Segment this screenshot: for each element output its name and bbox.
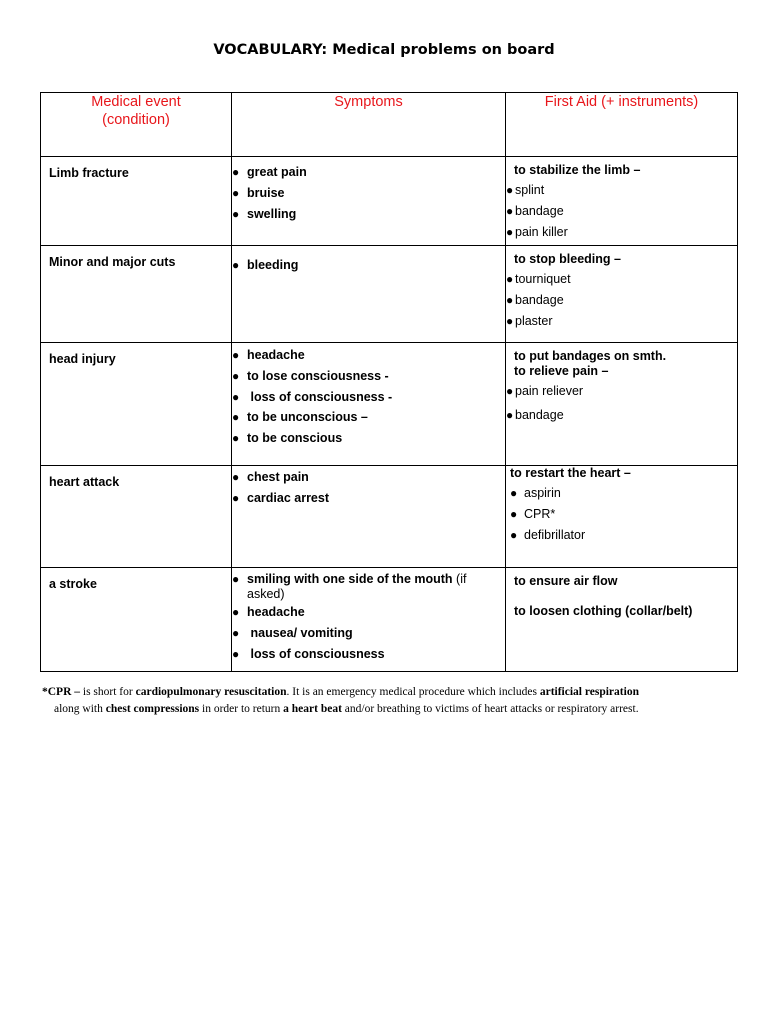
- bullet-icon: ●: [506, 384, 514, 398]
- aid-item: ● bandage: [506, 204, 564, 218]
- symptom-note: (if asked): [247, 572, 467, 601]
- event-cell: heart attack: [41, 466, 232, 568]
- symptom-item: ● headache: [232, 348, 305, 362]
- bullet-icon: ●: [232, 605, 240, 619]
- event-cell: a stroke: [41, 568, 232, 672]
- aid-item: ● defibrillator: [510, 528, 586, 542]
- table-header-row: [41, 93, 738, 157]
- bullet-icon: ●: [232, 368, 240, 383]
- bullet-icon: ●: [510, 486, 518, 500]
- aid-item: ● pain reliever: [506, 384, 584, 398]
- bullet-icon: ●: [232, 185, 240, 200]
- cpr-footnote: [40, 684, 740, 718]
- table-row: [41, 246, 738, 343]
- bullet-icon: ●: [506, 293, 514, 307]
- event-cell: Limb fracture: [41, 157, 232, 246]
- aid-heading: to stabilize the limb –: [514, 163, 641, 177]
- symptoms-cell: [232, 343, 506, 466]
- symptom-item: ● to lose consciousness -: [232, 368, 389, 383]
- bullet-icon: ●: [232, 258, 240, 272]
- symptom-item: ● to be conscious: [232, 431, 343, 446]
- first-aid-cell: [506, 466, 738, 568]
- event-cell: Minor and major cuts: [41, 246, 232, 343]
- aid-item: ● CPR*: [510, 507, 556, 521]
- bullet-icon: ●: [506, 183, 514, 197]
- symptom-item: ● chest pain: [232, 470, 309, 484]
- bullet-icon: ●: [506, 408, 514, 422]
- aid-heading: to ensure air flow: [514, 574, 618, 588]
- header-symptoms: Symptoms: [232, 93, 506, 157]
- symptoms-cell: [232, 246, 506, 343]
- aid-item: ● pain killer: [506, 225, 568, 239]
- symptoms-cell: [232, 568, 506, 672]
- symptom-item: ● bleeding: [232, 258, 299, 272]
- first-aid-cell: [506, 568, 738, 672]
- bullet-icon: ●: [232, 165, 240, 179]
- aid-item: ● bandage: [506, 293, 564, 307]
- symptom-item: ● cardiac arrest: [232, 490, 330, 505]
- bullet-icon: ●: [232, 572, 240, 586]
- first-aid-cell: [506, 157, 738, 246]
- symptoms-cell: [232, 157, 506, 246]
- bullet-icon: ●: [232, 431, 240, 446]
- bullet-icon: ●: [510, 507, 518, 521]
- bullet-icon: ●: [506, 225, 514, 239]
- table-row: [41, 568, 738, 672]
- document-title: VOCABULARY: Medical problems on board: [213, 42, 555, 58]
- table-row: [41, 157, 738, 246]
- header-medical-event: Medical event (condition): [41, 93, 232, 157]
- aid-heading: to relieve pain –: [514, 364, 609, 378]
- table-row: [41, 466, 738, 568]
- aid-item: ● tourniquet: [506, 272, 571, 286]
- footnote-line: along with chest compressions in order to return a heart beat and/or breathing to victims of heart attacks or respiratory arrest.: [54, 703, 639, 715]
- symptom-item: ● smiling with one side of the mouth (if asked): [232, 572, 467, 601]
- aid-heading: to stop bleeding –: [514, 252, 621, 266]
- footnote-line: *CPR – is short for cardiopulmonary resuscitation. It is an emergency medical procedure which includes artificial respiration: [42, 686, 639, 698]
- symptom-item: ● bruise: [232, 185, 285, 200]
- vocabulary-table: [40, 92, 738, 672]
- bullet-icon: ●: [232, 206, 240, 221]
- symptom-item: ● loss of consciousness -: [232, 389, 393, 404]
- aid-item: ● plaster: [506, 314, 553, 328]
- symptom-item: ● headache: [232, 605, 305, 619]
- bullet-icon: ●: [506, 204, 514, 218]
- symptoms-cell: [232, 466, 506, 568]
- bullet-icon: ●: [232, 389, 240, 404]
- first-aid-cell: [506, 246, 738, 343]
- bullet-icon: ●: [232, 410, 240, 425]
- aid-item: ● aspirin: [510, 486, 561, 500]
- symptom-item: ● nausea/ vomiting: [232, 625, 353, 640]
- bullet-icon: ●: [506, 314, 514, 328]
- bullet-icon: ●: [232, 625, 240, 640]
- aid-heading: to loosen clothing (collar/belt): [514, 604, 693, 618]
- header-first-aid: First Aid (+ instruments): [506, 93, 738, 157]
- aid-item: ● bandage: [506, 408, 564, 422]
- bullet-icon: ●: [232, 470, 240, 484]
- aid-item: ● splint: [506, 183, 545, 197]
- aid-heading: to restart the heart –: [510, 466, 631, 480]
- event-cell: head injury: [41, 343, 232, 466]
- bullet-icon: ●: [232, 646, 240, 661]
- first-aid-cell: [506, 343, 738, 466]
- bullet-icon: ●: [510, 528, 518, 542]
- symptom-item: ● swelling: [232, 206, 297, 221]
- bullet-icon: ●: [232, 490, 240, 505]
- symptom-item: ● loss of consciousness: [232, 646, 385, 661]
- symptom-item: ● great pain: [232, 165, 307, 179]
- aid-heading: to put bandages on smth.: [514, 349, 667, 363]
- symptom-item: ● to be unconscious –: [232, 410, 368, 425]
- table-row: [41, 343, 738, 466]
- bullet-icon: ●: [506, 272, 514, 286]
- bullet-icon: ●: [232, 348, 240, 362]
